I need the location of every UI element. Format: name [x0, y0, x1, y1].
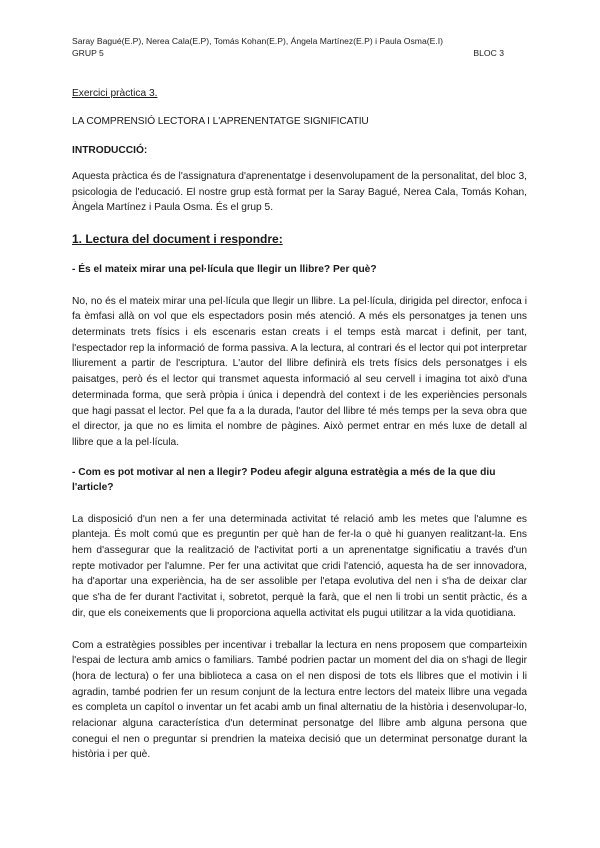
answer-1-paragraph: No, no és el mateix mirar una pel·lícula que llegir un llibre. La pel·lícula, dirigida pel director, enfoca i fa èmfasi allà on vol que els espectadors posin més atenció. A més els personatges ja tenen uns determinats trets físics i els escenaris estan creats i el temps està marcat i definit, per tant, l'espectador rep la informació de forma passiva. A la lectura, al contrari és el lector qui pot interpretar lliurement a partir de l'escriptura. L'autor del llibre definirà els trets físics dels personatges i els paisatges, però és el lector qui transmet aquesta informació al seu cervell i imagina tot això d'una determinada forma, que serà pròpia i única i dependrà del context i de les experiències personals que hagi passat el lector. Pel que fa a la durada, l'autor del llibre té més temps per la seva obra que el director, ja que no es limita el nombre de pàgines. Això permet entrar en més luxe de detall al llibre que a la pel·lícula. — [72, 295, 527, 448]
section-heading: 1. Lectura del document i respondre: — [72, 232, 283, 247]
intro-heading: INTRODUCCIÓ: — [72, 145, 148, 156]
intro-paragraph: Aquesta pràctica és de l'assignatura d'aprenentatge i desenvolupament de la personalitat, del bloc 3, psicologia de l'educació. El nostre grup està format per la Saray Bagué, Nerea Cala, Tomás Kohan, Àngela Martínez i Paula Osma. És el grup 5. — [72, 171, 527, 214]
header-authors: Saray Bagué(E.P), Nerea Cala(E.P), Tomás Kohan(E.P), Ángela Martínez(E.P) i Paula Osma(E.I) — [72, 36, 443, 46]
question-1: - És el mateix mirar una pel·lícula que llegir un llibre? Per què? — [72, 264, 377, 276]
document-title: LA COMPRENSIÓ LECTORA I L'APRENENTATGE SIGNIFICATIU — [72, 116, 369, 127]
question-2: - Com es pot motivar al nen a llegir? Podeu afegir alguna estratègia a més de la que diu l'article? — [72, 466, 496, 494]
document-body — [72, 88, 527, 763]
header-group: GRUP 5 — [72, 47, 104, 58]
answer-2-paragraph-2: Com a estratègies possibles per incentivar i treballar la lectura en nens proposem que comparteixin l'espai de lectura amb amics o familiars. També podrien pactar un moment del dia on s'hagi de llegir (hora de lectura) o fer una biblioteca a casa on el nen disposi de tots els llibres que el motivin i li agradin, també podrien fer un resum conjunt de la lectura entre lectors del mateix llibre una vegada es completa un capítol o inventar un fet acabi amb un final alternatiu de la història i desenvolupar-lo, relacionar alguna característica d'un determinat personatge del llibre amb alguna persona que conegui el nen o preguntar si prendrien la mateixa decisió que un determinat personatge durant la història i per què. — [72, 639, 527, 761]
header-block: BLOC 3 — [473, 47, 504, 58]
answer-2-paragraph-1: La disposició d'un nen a fer una determinada activitat té relació amb les metes que l'alumne es planteja. És molt comú que es preguntin per què han de fer-la o què hi guanyen realitzant-la. Ens hem d'assegurar que la realització de l'activitat porti a un aprenentatge significatiu a través d'un repte motivador per l'alumne. Per fer una activitat que cridi l'atenció, aquesta ha de ser innovadora, ha d'aportar una experiència, ha de ser assolible per l'etapa evolutiva del nen i s'ha de deixar clar que s'ha de fer durant l'activitat i, sobretot, perquè la farà, que el nen li trobi un sentit pràctic, és a dir, que els coneixements que li proporciona aquella activitat els pugui utilitzar a la vida quotidiana. — [72, 513, 527, 619]
exercise-label: Exercici pràctica 3. — [72, 88, 158, 99]
page-header — [72, 36, 504, 59]
